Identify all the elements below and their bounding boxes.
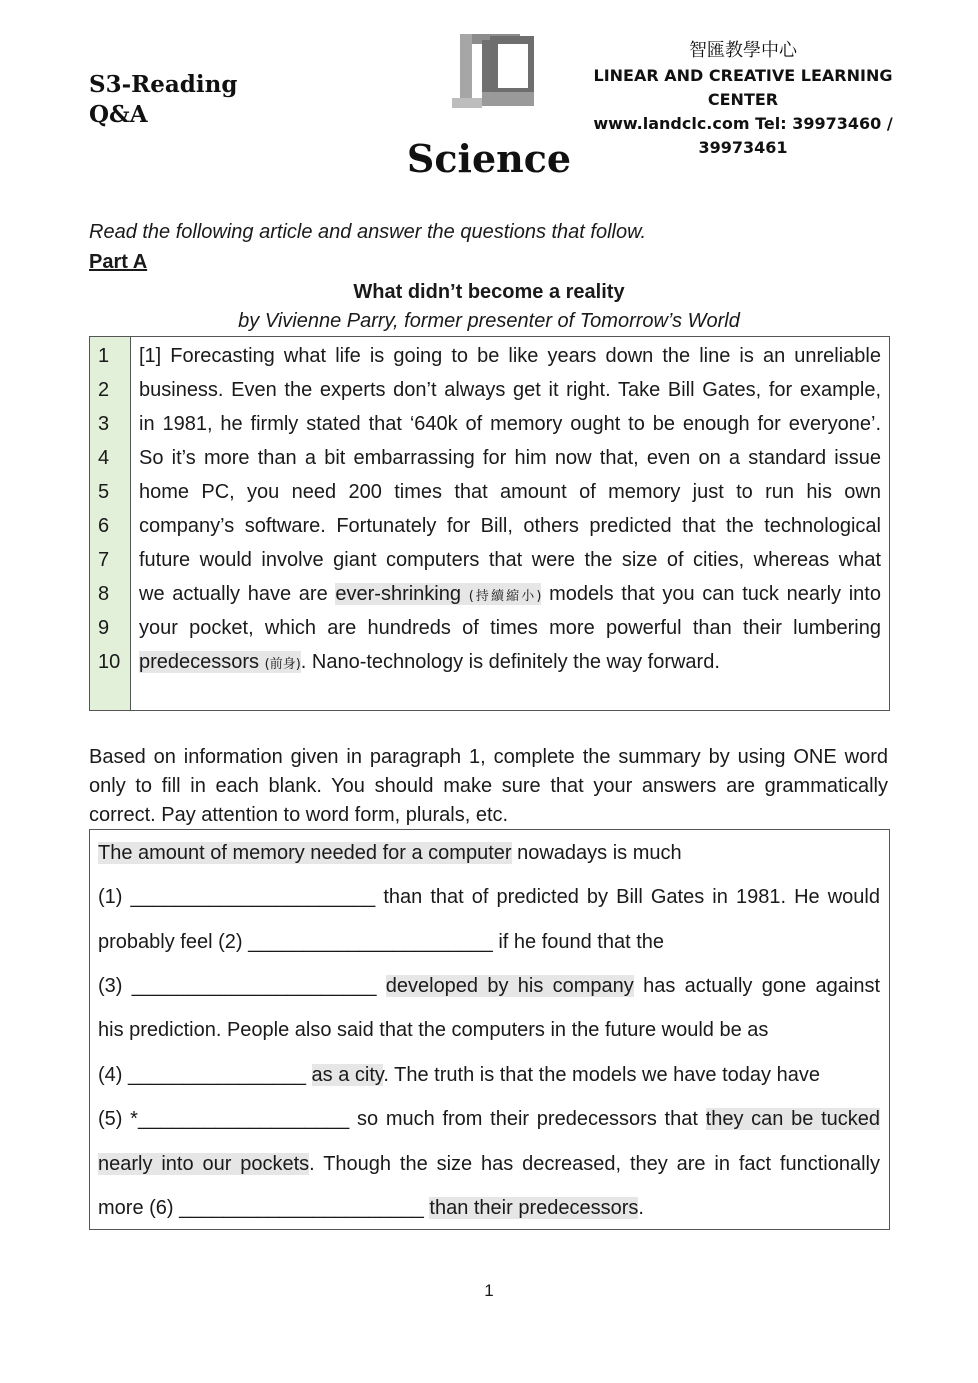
vocab-term: ever-shrinking bbox=[335, 583, 461, 605]
line-number: 1 bbox=[98, 345, 110, 367]
task-line: correct. Pay attention to word form, plurals, etc. bbox=[89, 804, 509, 826]
summary-text: . Though the size has decreased, they are in fact functionally bbox=[309, 1153, 880, 1175]
task-line: only to fill in each blank. You should make sure that your answers are grammatically bbox=[89, 775, 888, 797]
task-line: Based on information given in paragraph 1, complete the summary by using ONE word bbox=[89, 746, 888, 768]
vocab-term: predecessors bbox=[139, 651, 260, 673]
summary-text: . The truth is that the models we have today have bbox=[383, 1064, 820, 1086]
passage-line: future would involve giant computers that were the size of cities, whereas what bbox=[139, 549, 881, 571]
line-number: 3 bbox=[98, 413, 110, 435]
passage-text-segment: . Nano-technology is definitely the way forward. bbox=[300, 651, 720, 673]
passage-line: business. Even the experts don’t always get it right. Take Bill Gates, for example, bbox=[139, 379, 881, 401]
summary-line-blank-6[interactable] bbox=[98, 1193, 880, 1223]
summary-highlight: as a city bbox=[311, 1064, 384, 1086]
instructions: Read the following article and answer the questions that follow. bbox=[89, 221, 647, 243]
line-number: 8 bbox=[98, 583, 110, 605]
summary-line-blank-2[interactable]: probably feel (2) ______________________ if he found that the bbox=[98, 931, 665, 953]
summary-text: (4) ________________ bbox=[98, 1064, 312, 1086]
line-number: 10 bbox=[98, 651, 121, 673]
vocab-highlight bbox=[335, 583, 541, 605]
passage-line: home PC, you need 200 times that amount of memory just to run his own bbox=[139, 481, 881, 503]
page-number: 1 bbox=[484, 1281, 494, 1300]
center-name: LINEAR AND CREATIVE LEARNING CENTER bbox=[593, 66, 893, 109]
part-label: Part A bbox=[89, 251, 148, 273]
vocab-gloss: (前身) bbox=[264, 657, 301, 672]
task-instructions bbox=[89, 743, 888, 830]
passage-text-segment: models that you can tuck nearly into bbox=[541, 583, 881, 605]
summary-line bbox=[98, 838, 880, 868]
summary-line-blank-1[interactable]: (1) ______________________ than that of predicted by Bill Gates in 1981. He would bbox=[98, 886, 880, 908]
vocab-gloss: (持續縮小) bbox=[468, 589, 542, 604]
line-number-column bbox=[90, 337, 131, 710]
summary-box bbox=[89, 829, 890, 1230]
line-number: 6 bbox=[98, 515, 110, 537]
summary-line-blank-4[interactable] bbox=[98, 1060, 880, 1090]
passage-line: So it’s more than a bit embarrassing for him now that, even on a standard issue bbox=[139, 447, 881, 469]
passage-text-segment: we actually have are bbox=[139, 583, 336, 605]
summary-text: (5) *___________________ so much from their predecessors that bbox=[98, 1108, 706, 1130]
summary-text: nowadays is much bbox=[511, 842, 682, 864]
summary-text: has actually gone against bbox=[633, 975, 880, 997]
line-number: 5 bbox=[98, 481, 110, 503]
passage-text bbox=[139, 339, 881, 679]
article-title: What didn’t become a reality bbox=[353, 281, 625, 303]
article-byline: by Vivienne Parry, former presenter of Tomorrow’s World bbox=[238, 310, 740, 332]
summary-highlight: than their predecessors bbox=[429, 1197, 639, 1219]
summary-line-blank-3[interactable] bbox=[98, 971, 880, 1001]
course-line2: Q&A bbox=[89, 101, 148, 128]
summary-highlight: The amount of memory needed for a computer bbox=[98, 842, 512, 864]
summary-highlight: nearly into our pockets bbox=[98, 1153, 310, 1175]
summary-line-blank-5[interactable] bbox=[98, 1104, 880, 1134]
summary-line: his prediction. People also said that the computers in the future would be as bbox=[98, 1019, 769, 1041]
summary-line bbox=[98, 1149, 880, 1179]
page-title: Science bbox=[406, 136, 572, 181]
course-label bbox=[89, 70, 237, 130]
passage-line: [1] Forecasting what life is going to be like years down the line is an unreliable bbox=[139, 345, 881, 367]
passage-line: your pocket, which are hundreds of times more powerful than their lumbering bbox=[139, 617, 881, 639]
passage-line bbox=[139, 645, 881, 679]
summary-text: (3) ______________________ bbox=[98, 975, 386, 997]
passage-line bbox=[139, 577, 881, 611]
line-number: 2 bbox=[98, 379, 110, 401]
line-number: 7 bbox=[98, 549, 110, 571]
passage-line: in 1981, he firmly stated that ‘640k of memory ought to be enough for everyone’. bbox=[139, 413, 881, 435]
vocab-highlight bbox=[139, 651, 301, 673]
summary-text: . bbox=[638, 1197, 644, 1219]
summary-highlight: developed by his company bbox=[385, 975, 634, 997]
course-line1: S3-Reading bbox=[89, 71, 238, 98]
line-number: 4 bbox=[98, 447, 110, 469]
center-logo bbox=[450, 30, 536, 112]
passage-line: company’s software. Fortunately for Bill, others predicted that the technological bbox=[139, 515, 881, 537]
summary-text: more (6) ______________________ bbox=[98, 1197, 430, 1219]
summary-highlight: they can be tucked bbox=[705, 1108, 881, 1130]
center-contact: www.landclc.com Tel: 39973460 / 39973461 bbox=[593, 114, 893, 157]
passage-box bbox=[89, 336, 890, 711]
center-chinese-name: 智匯教學中心 bbox=[689, 40, 797, 61]
line-number: 9 bbox=[98, 617, 110, 639]
